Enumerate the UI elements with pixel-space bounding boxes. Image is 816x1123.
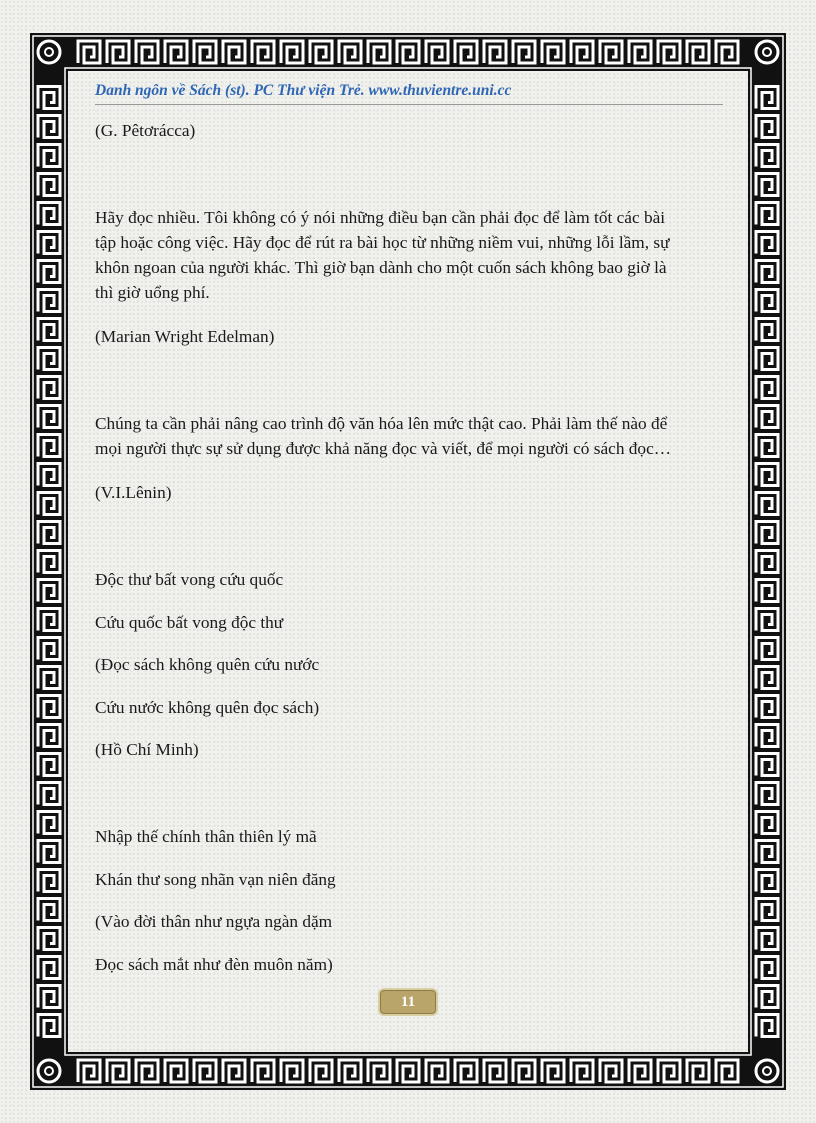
running-header: Danh ngôn về Sách (st). PC Thư viện Trẻ. www.thuvientre.uni.cc [95, 82, 723, 105]
verse-line: Cứu quốc bất vong độc thư [95, 612, 284, 632]
page-number-badge: 11 [378, 988, 438, 1016]
attribution: (G. Pêtơrácca) [95, 121, 196, 140]
verse [95, 824, 725, 994]
verse-line: (Vào đời thân như ngựa ngàn dặm [95, 912, 333, 931]
attribution: (Hồ Chí Minh) [95, 740, 199, 759]
page-content [95, 118, 725, 994]
quote-paragraph [95, 411, 725, 461]
verse-line: Khán thư song nhãn vạn niên đăng [95, 869, 336, 889]
quote-paragraph [95, 205, 725, 305]
attribution: (Marian Wright Edelman) [95, 327, 275, 346]
verse-line: (Đọc sách không quên cứu nước [95, 655, 320, 674]
quote-line: Chúng ta cần phải nâng cao trình độ văn hóa lên mức thật cao. Phải làm thế nào để [95, 414, 668, 433]
quote-line: tập hoặc công việc. Hãy đọc để rút ra bài học từ những niềm vui, những lỗi lầm, sự [95, 233, 670, 252]
verse-line: Đọc sách mắt như đèn muôn năm) [95, 954, 333, 974]
verse [95, 567, 725, 737]
quote-line: Hãy đọc nhiều. Tôi không có ý nói những điều bạn cần phải đọc để làm tốt các bài [95, 208, 666, 227]
verse-line: Độc thư bất vong cứu quốc [95, 570, 284, 589]
verse-line: Nhập thế chính thân thiên lý mã [95, 827, 317, 846]
quote-line: thì giờ uổng phí. [95, 283, 210, 302]
quote-line: khôn ngoan của người khác. Thì giờ bạn dành cho một cuốn sách không bao giờ là [95, 258, 667, 277]
verse-line: Cứu nước không quên đọc sách) [95, 697, 320, 717]
attribution: (V.I.Lênin) [95, 483, 172, 502]
quote-line: mọi người thực sự sử dụng được khả năng đọc và viết, để mọi người có sách đọc… [95, 439, 672, 458]
